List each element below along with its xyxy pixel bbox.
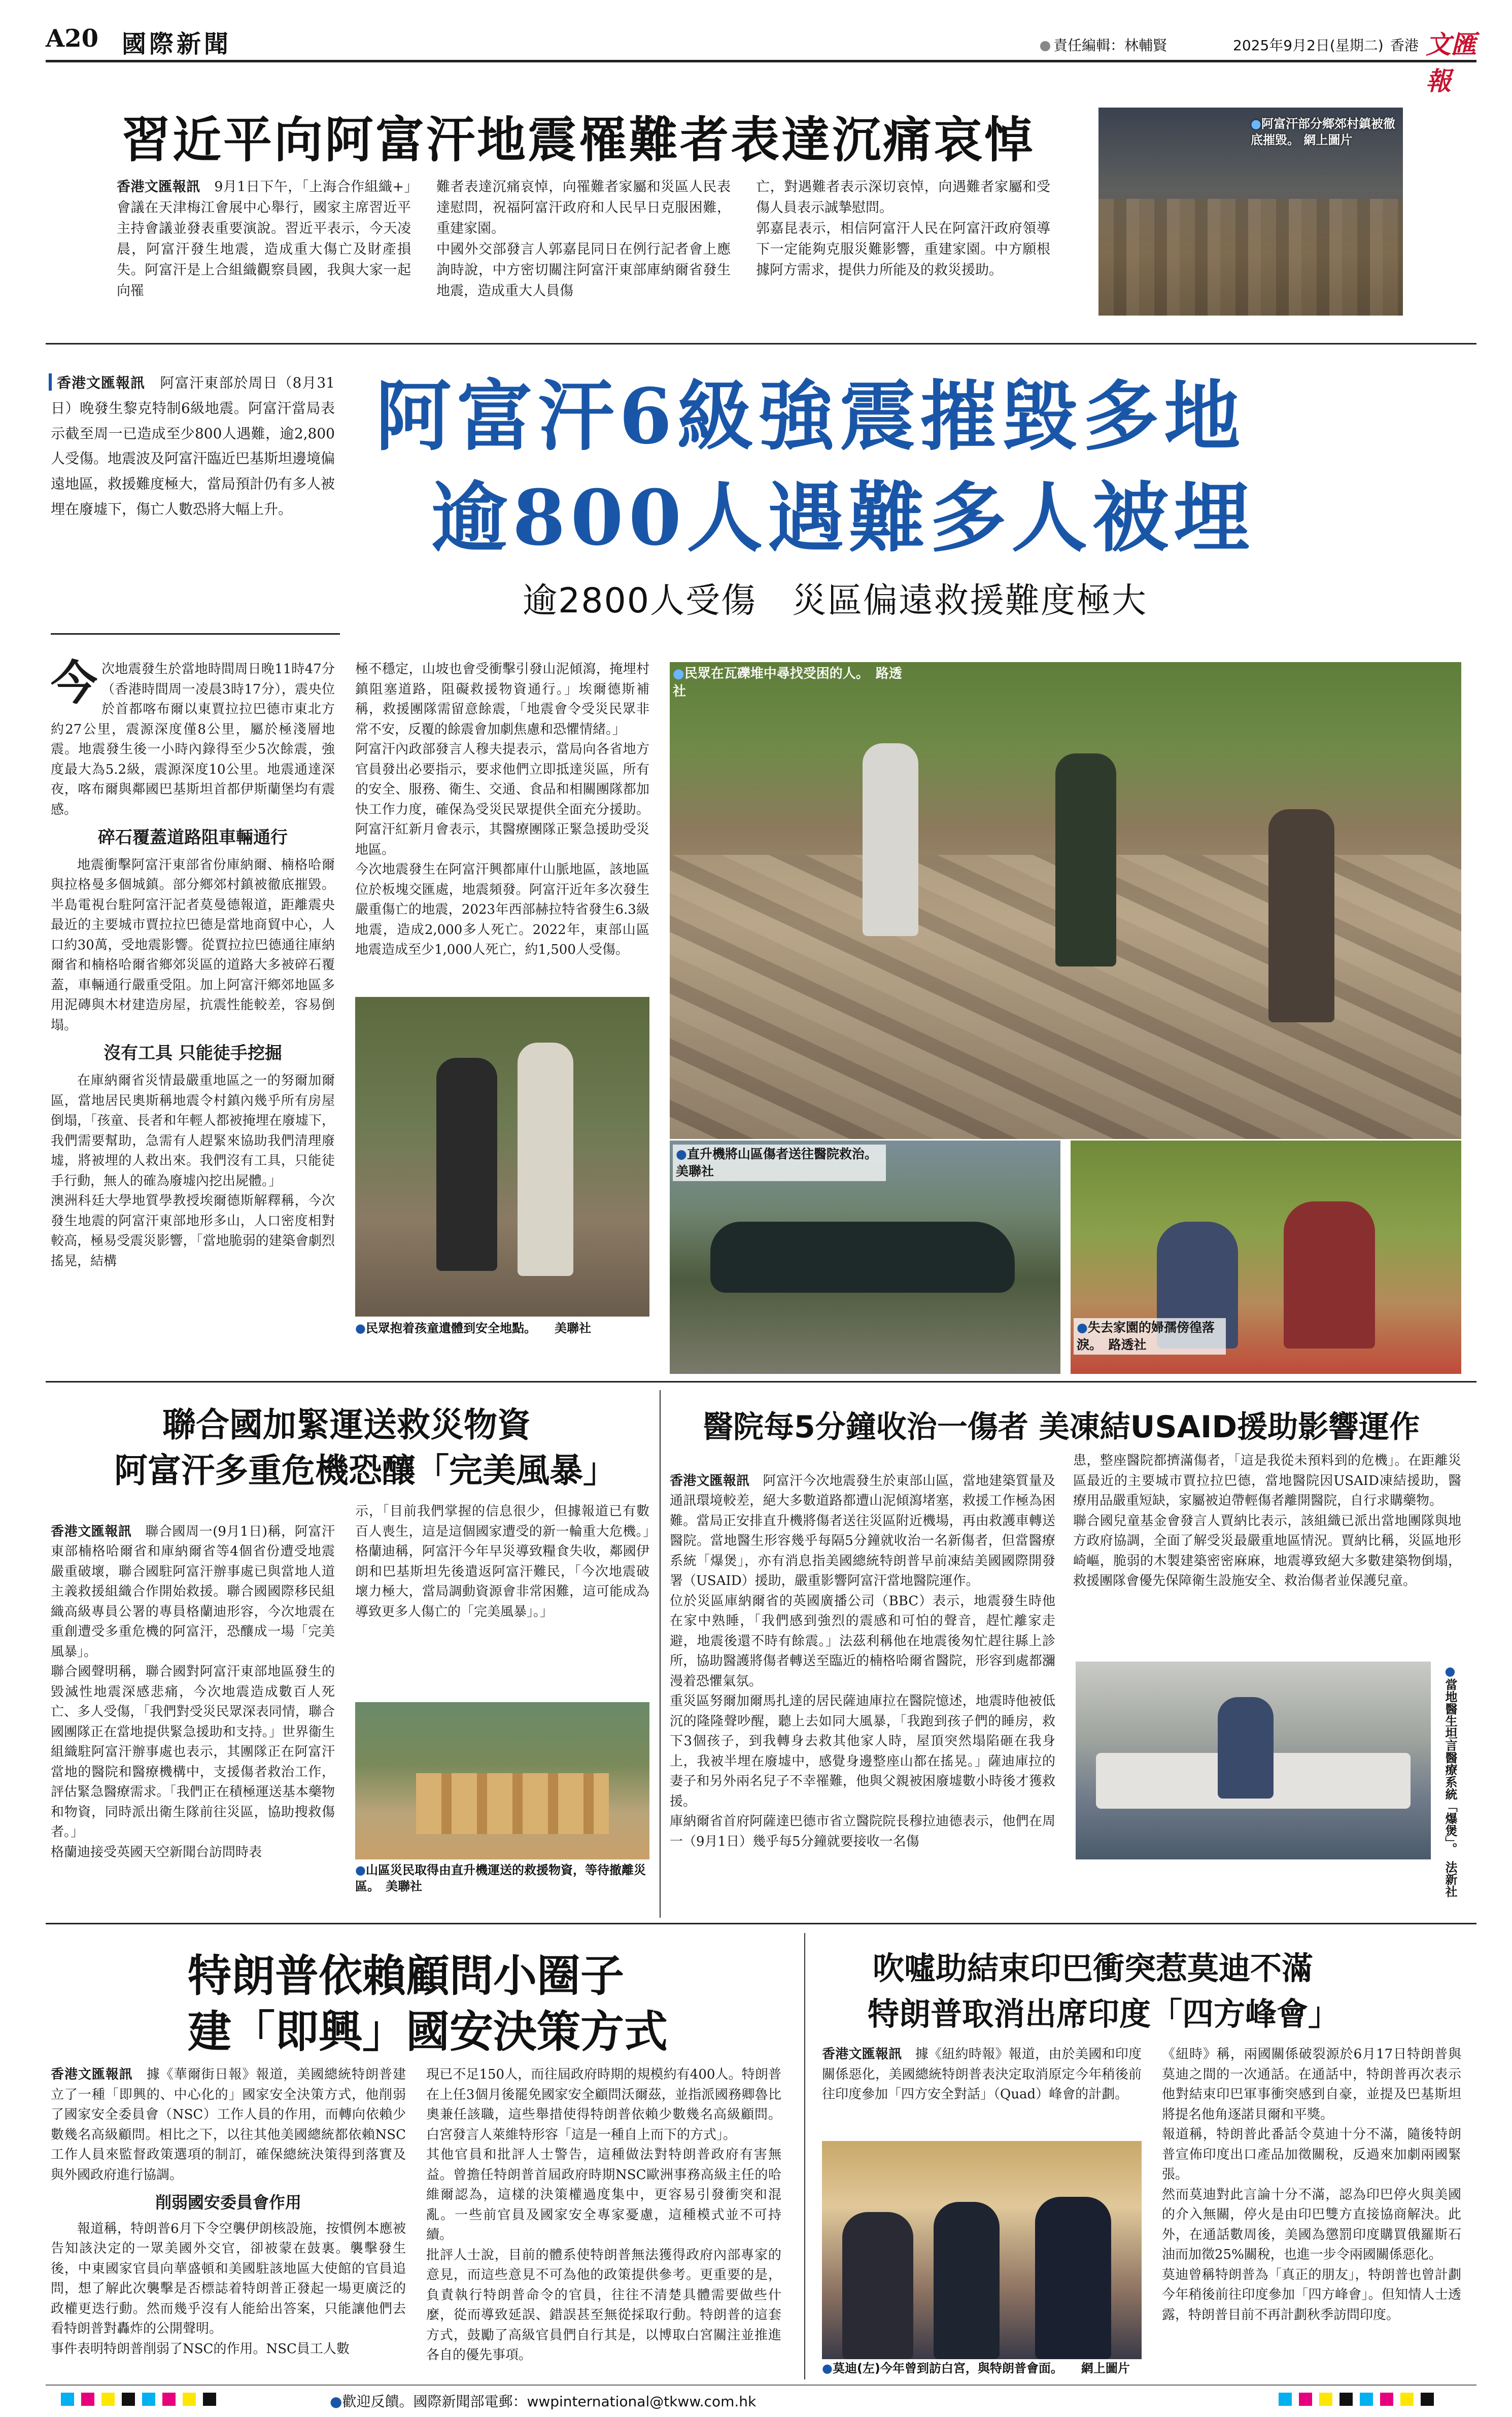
story5-divider: [804, 1933, 805, 2379]
story2-heli-caption: ●直升機將山區傷者送往醫院救治。 美聯社: [673, 1145, 886, 1181]
story2-col1-subhead1: 碎石覆蓋道路阻車輛通行: [98, 827, 288, 848]
story3-col1: 香港文匯報訊 聯合國周一(9月1日)稱，阿富汗東部楠格哈爾省和庫納爾省等4個省份遭受地震嚴重破壞，聯合國駐阿富汗辦事處已與當地人道主義救援組織合作開始救援。聯合國國際移民組織高級專員公署的專員格蘭迪形容，今次地震在重創遭受多重危機的阿富汗，恐釀成一場「完美風暴」。 聯合國聲明稱，聯合國對阿富汗東部地區發生的毀滅性地震深感悲痛，今次地震造成數百人死亡、多人受傷，「我們對受災民眾深表同情，聯合國團隊正在當地提供緊急援助和支持。」世界衞生組織駐阿富汗辦事處也表示，其團隊正在阿富汗當地的醫院和醫療機構中，支援傷者救治工作，評估緊急醫療需求。「我們正在積極運送基本藥物和物資，同時派出衛生隊前往災區，協助搜救傷者。」 格蘭迪接受英國天空新聞台訪問時表: [51, 1524, 335, 1860]
story2-heli-photo: [670, 1141, 1060, 1374]
bullet-icon: [1040, 41, 1050, 51]
story4-photo-caption: ●當地醫生坦言醫療系統「爆煲」。 法新社: [1443, 1664, 1457, 1897]
story2-lead-box: 香港文匯報訊 阿富汗東部於周日（8月31日）晚發生黎克特制6級地震。阿富汗當局表示截至周一已造成至少800人遇難，逾2,800人受傷。地震波及阿富汗臨近巴基斯坦邊境偏遠地區，救援難度極大，當局預計仍有多人被埋在廢墟下，傷亡人數恐將大幅上升。: [51, 370, 335, 522]
story3-col2: 示，「目前我們掌握的信息很少，但據報道已有數百人喪生，這是這個國家遭受的新一輪重大危機。」格蘭迪稱，阿富汗今年早災導致糧食失收，鄰國伊朗和巴基斯坦先後遣返阿富汗難民，「今次地震破壞力極大，當局調動資源會非常困難，這可能成為導致更多人傷亡的「完美風暴」。」: [355, 1504, 649, 1619]
story5-headline-1: 特朗普依賴顧問小圈子: [188, 1951, 624, 2001]
story2-col1-subhead2: 沒有工具 只能徒手挖掘: [104, 1043, 282, 1064]
story2-main-photo-caption: ●民眾在瓦礫堆中尋找受困的人。 路透社: [673, 666, 902, 700]
story6-photo: [822, 2141, 1142, 2359]
story6-photo-caption: ●莫迪(左)今年曾到訪白宮，與特朗普會面。 網上圖片: [822, 2361, 1130, 2375]
story4-bottom-rule: [46, 1923, 1476, 1924]
story4-col2: 患，整座醫院都擠滿傷者，「這是我從未預料到的危機」。在距離災區最近的主要城市賈拉拉巴德，當地醫院因USAID凍結援助，醫療用品嚴重短缺，家屬被迫帶輕傷者離開醫院，自行求購藥物。 聯合國兒童基金會發言人賈納比表示，該組織已派出當地團隊與地方政府協調，全面了解受災最嚴重地區情況。賈納比稱，災區地形崎嶇，脆弱的木製建築密密麻麻，地震導致絕大多數建築物倒塌，救援團隊會優先保障衛生設施安全、救治傷者並保護兒童。: [1073, 1453, 1461, 1589]
story4-col1: 香港文匯報訊 阿富汗今次地震發生於東部山區，當地建築質量及通訊環境較差，絕大多數道路都遭山泥傾瀉堵塞，救援工作極為困難。當局正安排直升機將傷者送往災區附近機場，再由救護車轉送醫院。當地醫生形容幾乎每隔5分鐘就收治一名新傷者，但當醫療系統「爆煲」，亦有消息指美國總統特朗普早前凍結美國國際開發署（USAID）援助，嚴重影響阿富汗當地醫院運作。 位於災區庫納爾省的英國廣播公司（BBC）表示，地震發生時他在家中熟睡，「我們感到強烈的震感和可怕的聲音，趕忙離家走避，地震後還不時有餘震。」法茲利稱他在地震後匆忙趕往縣上診所，協助醫護將傷者轉送至臨近的楠格哈爾省醫院，形容到處都瀰漫着恐懼氣氛。 重災區努爾加爾馬扎達的居民薩迪庫拉在醫院憶述，地震時他被低沉的隆隆聲吵醒，聽上去如同大風暴，「我跑到孩子們的睡房，救下3個孩子，到我轉身去救其他家人時，屋頂突然塌陷砸在我身上，我被半埋在廢墟中，感覺身邊整座山都在搖晃。」薩迪庫拉的妻子和另外兩名兒子不幸罹難，他與父親被困廢墟數小時後才獲救援。 庫納爾省首府阿薩達巴德市省立醫院院長穆拉迪德表示，他們在周一（9月1日）幾乎每5分鐘就要接收一名傷: [670, 1473, 1055, 1849]
paper-region: 香港: [1390, 37, 1419, 54]
story3-headline-2: 阿富汗多重危機恐釀「完美風暴」: [114, 1451, 616, 1490]
story6-headline-1: 吹噓助結束印巴衝突惹莫迪不滿: [873, 1950, 1314, 1987]
story2-main-photo: [670, 662, 1461, 1139]
story5-subhead: 削弱國安委員會作用: [155, 2193, 301, 2213]
story3-headline-1: 聯合國加緊運送救災物資: [162, 1405, 531, 1444]
story4-headline: 醫院每5分鐘收治一傷者 美凍結USAID援助影響運作: [703, 1409, 1420, 1445]
footer-rule: [46, 2385, 1476, 2386]
story4-photo: [1076, 1662, 1431, 1859]
story5-col1: 香港文匯報訊 據《華爾街日報》報道，美國總統特朗普建立了一種「即興的、中心化的」國家安全決策方式，他削弱了國家安全委員會（NSC）工作人員的作用，而轉向依賴少數幾名高級顧問。相比之下，以往其他美國總統都依賴NSC工作人員來監督政策選項的制訂，確保總統決策得到落實及與外國政府進行協調。 削弱國安委員會作用 報道稱，特朗普6月下令空襲伊朗核設施，按慣例本應被告知該決定的一眾美國外交官，卻被蒙在鼓裏。襲擊發生後，中東國家官員向華盛頓和美國駐該地區大使館的官員追問，想了解此次襲擊是否標誌着特朗普正發起一場更廣泛的政權更迭行動。然而幾乎沒有人能給出答案，只能讓他們去看特朗普對轟炸的公開聲明。 事件表明特朗普削弱了NSC的作用。NSC員工人數: [51, 2067, 406, 2357]
story2-col1: 今次地震發生於當地時間周日晚11時47分（香港時間周一凌晨3時17分），震央位於首都喀布爾以東賈拉拉巴德市東北方約27公里，震源深度僅8公里，屬於極淺層地震。地震發生後一小時內錄得至少5次餘震，強度最大為5.2級，震源深度10公里。地震通達深夜，喀布爾與鄰國巴基斯坦首都伊斯蘭堡均有震感。 碎石覆蓋道路阻車輛通行 地震衝擊阿富汗東部省份庫納爾、楠格哈爾與拉格曼多個城鎮。部分鄉郊村鎮被徹底摧毀。半島電視台駐阿富汗記者莫曼德報道，距離震央最近的主要城市賈拉拉巴德是當地商貿中心，人口約30萬，受地震影響。從賈拉拉巴德通往庫納爾省和楠格哈爾省鄉郊災區的道路大多被碎石覆蓋，車輛通行嚴重受阻。加上阿富汗鄉郊地區多用泥磚與木材建造房屋，抗震性能較差，容易倒塌。 沒有工具 只能徒手挖掘 在庫納爾省災情最嚴重地區之一的努爾加爾區，當地居民奧斯稱地震令村鎮內幾乎所有房屋倒塌，「孩童、長者和年輕人都被掩埋在廢墟下，我們需要幫助，急需有人趕緊來協助我們清理廢墟，將被埋的人救出來。我們沒有工具，只能徒手行動，無人的確為廢墟內挖出屍體。」 澳洲科廷大學地質學教授埃爾德斯解釋稱，今次發生地震的阿富汗東部地形多山，人口密度相對較高，極易受震災影響，「當地脆弱的建築會劇烈搖晃，結構: [51, 655, 335, 1269]
story2-dropcap: 今: [51, 655, 98, 710]
section-title: 國際新聞: [122, 30, 232, 58]
story2-col2: 極不穩定，山坡也會受衝擊引發山泥傾瀉，掩埋村鎮阻塞道路，阻礙救援物資通行。」埃爾德斯補稱，救援團隊需留意餘震，「地震會令受災民眾非常不安，反覆的餘震會加劇焦慮和恐懼情緒。」 阿富汗內政部發言人穆夫提表示，當局向各省地方官員發出必要指示，要求他們立即抵達災區，所有的安全、服務、衛生、交通、食品和相關團隊都加快工作力度，確保為受災民眾提供全面充分援助。阿富汗紅新月會表示，其醫療團隊正緊急援助受災地區。 今次地震發生在阿富汗興都庫什山脈地區，該地區位於板塊交匯處，地震頻發。阿富汗近年多次發生嚴重傷亡的地震，2023年西部赫拉特省發生6.3級地震，造成2,000多人死亡。2022年，東部山區地震造成至少1,000人死亡，約1,500人受傷。: [355, 662, 649, 958]
story2-women-caption: ●失去家園的婦孺傍徨落淚。 路透社: [1074, 1318, 1226, 1355]
story3-divider: [660, 1390, 661, 1918]
story6-col2: 《紐時》稱，兩國關係破裂源於6月17日特朗普與莫迪之間的一次通話。在通話中，特朗普再次表示他對結束印巴軍事衝突感到自豪，並提及巴基斯坦將提名他角逐諾貝爾和平獎。 報道稱，特朗普此番話令莫迪十分不滿，隨後特朗普宣佈印度出口產品加徵關稅，反過來加劇兩國緊張。 然而莫迪對此言論十分不滿，認為印巴停火與美國的介入無關，停火是由印巴雙方直接協商解決。此外，在通話數周後，美國為懲罰印度購買俄羅斯石油而加徵25%關稅，也進一步令兩國關係惡化。 莫迪曾稱特朗普為「真正的朋友」，特朗普也曾計劃今年稍後前往印度參加「四方峰會」。但知情人士透露，特朗普目前不再計劃秋季訪問印度。: [1162, 2047, 1461, 2323]
story1-bottom-rule: [46, 343, 1476, 344]
footer-contact: ●歡迎反饋。國際新聞部電郵：wwpinternational@tkww.com.hk: [330, 2393, 757, 2410]
story1-col2: 難者表達沉痛哀悼，向罹難者家屬和災區人民表達慰問，祝福阿富汗政府和人民早日克服困難，重建家園。 中國外交部發言人郭嘉昆同日在例行記者會上應詢時說，中方密切關注阿富汗東部庫納爾省發生地震，造成重大人員傷: [436, 179, 731, 299]
story6-headline-2: 特朗普取消出席印度「四方峰會」: [868, 1995, 1340, 2032]
story2-subhead: 逾2800人受傷 災區偏遠救援難度極大: [523, 581, 1148, 621]
story2-rule: [51, 633, 340, 635]
paper-logo: 文匯報: [1426, 29, 1476, 96]
story1-photo-caption: ●阿富汗部分鄉郊村鎮被徹底摧毀。 網上圖片: [1251, 117, 1395, 148]
story5-col2: 現已不足150人，而往屆政府時期的規模約有400人。特朗普在上任3個月後罷免國家安全顧問沃爾茲，並指派國務卿魯比奧兼任該職，這些舉措使得特朗普依賴少數幾名高級顧問。白宮發言人萊維特形容「這是一種自上而下的方式」。 其他官員和批評人士警告，這種做法對特朗普政府有害無益。曾擔任特朗普首屆政府時期NSC歐洲事務高級主任的哈維爾認為，這樣的決策權過度集中，更容易引發衝突和混亂。一些前官員及國家安全專家憂慮，這種模式並不可持續。 批評人士說，目前的體系使特朗普無法獲得政府內部專家的意見，而這些意見不可為他的政策提供參考。更重要的是，負責執行特朗普命令的官員，往往不清楚具體需要做些什麼，從而導致延誤、錯誤甚至無從採取行動。特朗普的這套方式，鼓勵了高級官員們自行其是，以博取白宮關注並推進各自的優先事項。: [426, 2067, 781, 2363]
story2-bottom-rule: [46, 1381, 1476, 1383]
editor-credit: 責任編輯：林輔賢: [1040, 34, 1167, 55]
story2-side-photo-caption: ●民眾抱着孩童遺體到安全地點。 美聯社: [355, 1321, 591, 1335]
story2-headline-2: 逾800人遇難多人被埋: [431, 473, 1255, 563]
header-rule: [46, 60, 1476, 62]
story2-headline-1: 阿富汗6級強震摧毀多地: [375, 372, 1246, 461]
story1-headline: 習近平向阿富汗地震罹難者表達沉痛哀悼: [122, 112, 1035, 168]
story1-col1: 香港文匯報訊 9月1日下午，「上海合作組織+」會議在天津梅江會展中心舉行，國家主席習近平主持會議並發表重要演說。習近平表示，今天凌晨，阿富汗發生地震，造成重大傷亡及財產損失。阿富汗是上合組織觀察員國，我與大家一起向罹: [117, 179, 411, 299]
story6-col1: 香港文匯報訊 據《紐約時報》報道，由於美國和印度關係惡化，美國總統特朗普表決定取消原定今年稍後前往印度參加「四方安全對話」（Quad）峰會的計劃。: [822, 2047, 1142, 2102]
story2-women-photo: [1071, 1141, 1461, 1374]
story2-side-photo: [355, 997, 649, 1317]
issue-date: 2025年9月2日(星期二): [1233, 37, 1384, 54]
color-registration-right: [1279, 2393, 1441, 2408]
color-registration-left: [61, 2393, 223, 2408]
story3-photo-caption: ●山區災民取得由直升機運送的救援物資，等待撤離災區。 美聯社: [355, 1863, 646, 1894]
page-header: [46, 20, 1476, 96]
story3-photo: [355, 1702, 649, 1859]
story5-headline-2: 建「即興」國安決策方式: [188, 2007, 668, 2057]
page-number: A20: [46, 24, 99, 53]
story1-photo-village: [1098, 108, 1403, 316]
story1-col3: 亡，對遇難者表示深切哀悼，向遇難者家屬和受傷人員表示誠摯慰問。 郭嘉昆表示，相信阿富汗人民在阿富汗政府領導下一定能夠克服災難影響，重建家園。中方願根據阿方需求，提供力所能及的救災援助。: [756, 179, 1050, 279]
